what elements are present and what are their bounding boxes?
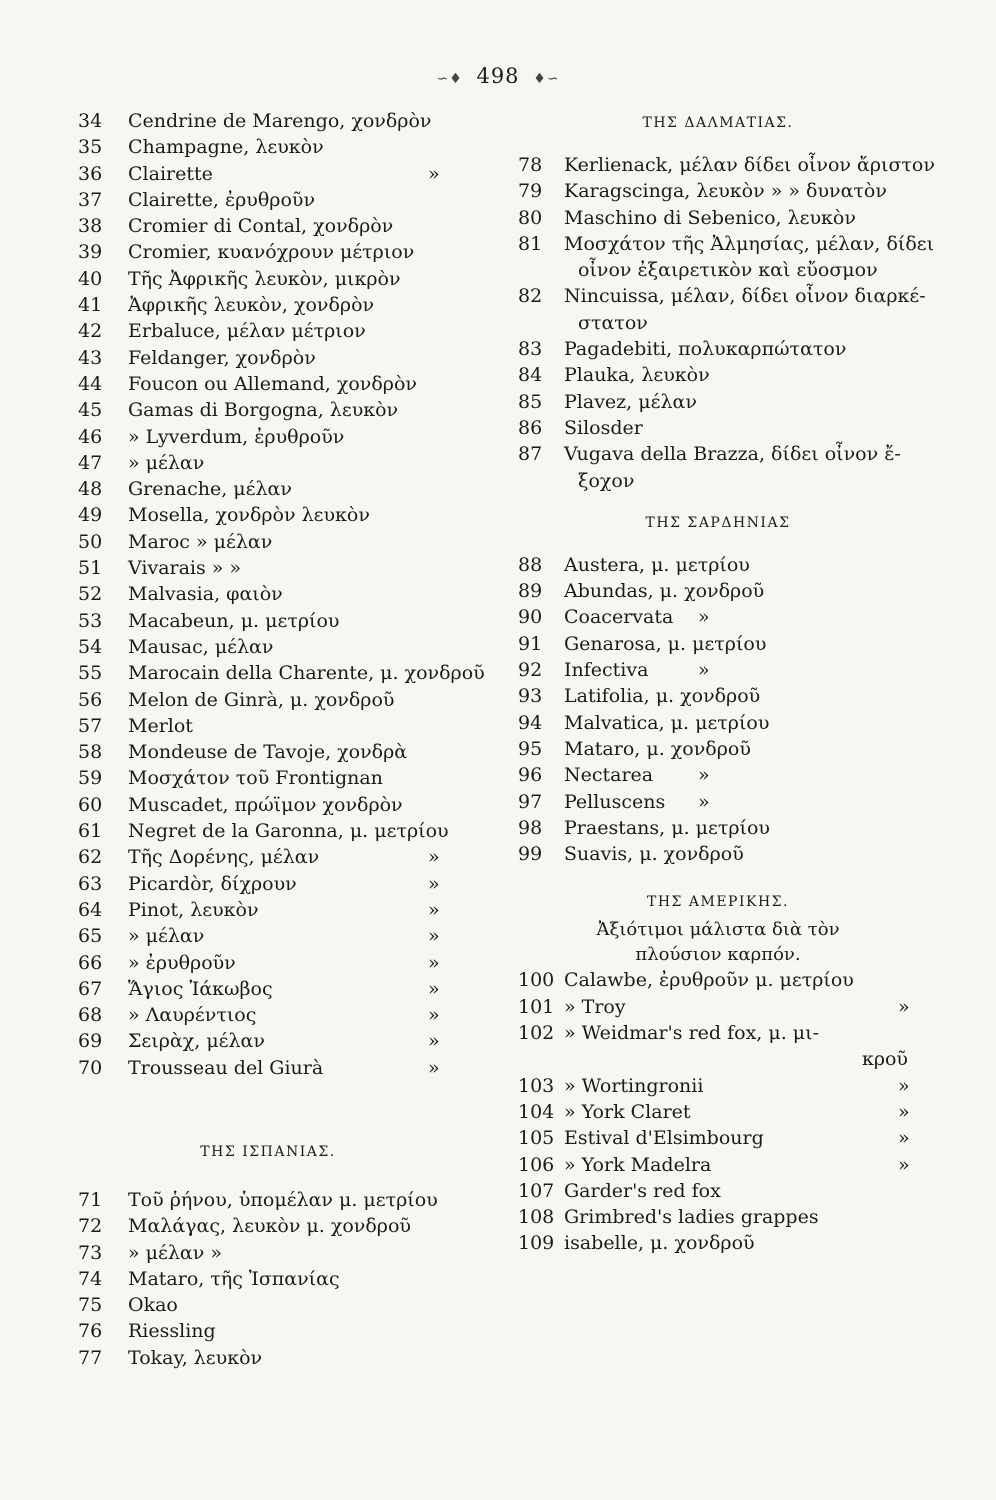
ditto-mark: » xyxy=(428,1004,440,1027)
entry-number: 85 xyxy=(518,390,543,413)
entry-number: 84 xyxy=(518,364,543,387)
list-item xyxy=(518,1230,918,1256)
entry-text: » ἐρυθροῦν xyxy=(128,951,236,974)
ditto-mark: » xyxy=(428,872,440,895)
ditto-mark: » xyxy=(698,790,710,813)
list-item xyxy=(78,1055,458,1081)
ornament-right-icon: ♦∽ xyxy=(533,71,560,87)
entry-text: Gamas di Borgogna, λευκὸν xyxy=(128,399,399,422)
entry-text: Nectarea xyxy=(564,764,654,787)
entry-text: Plavez, μέλαν xyxy=(564,390,697,413)
entry-number: 79 xyxy=(518,180,543,203)
list-item xyxy=(78,1345,458,1371)
list-item xyxy=(78,739,458,765)
entry-number: 63 xyxy=(78,872,103,895)
entry-text: Picardòr, δίχρουν xyxy=(128,872,297,895)
entry-text: Mausac, μέλαν xyxy=(128,635,274,658)
entry-number: 41 xyxy=(78,294,103,317)
entry-text: Kerlienack, μέλαν δίδει οἶνον ἄριστον xyxy=(564,154,935,176)
entry-text: Erbaluce, μέλαν μέτριον xyxy=(128,320,366,343)
list-item xyxy=(518,683,918,709)
entry-number: 75 xyxy=(78,1294,103,1317)
entry-text: » Wortingronii xyxy=(564,1074,704,1097)
ditto-mark: » xyxy=(698,764,710,787)
entry-text: Tokay, λευκὸν xyxy=(128,1346,263,1369)
list-item xyxy=(518,552,918,578)
entry-number: 91 xyxy=(518,632,543,655)
entry-text: Μοσχάτον τοῦ Frontignan xyxy=(128,767,383,790)
right-column xyxy=(518,108,935,1257)
entry-number: 90 xyxy=(518,606,543,629)
list-item xyxy=(78,1002,458,1028)
entry-text: Trousseau del Giurà xyxy=(128,1056,324,1079)
entry-text: Foucon ou Allemand, χονδρὸν xyxy=(128,372,417,395)
list-item xyxy=(78,397,458,423)
section-heading-sardinia: ΤΗΣ ΣΑΡΔΗΝΙΑΣ xyxy=(645,514,791,531)
entry-text: Mataro, μ. χονδροῦ xyxy=(564,737,751,760)
list-item xyxy=(518,657,918,683)
entry-number: 103 xyxy=(518,1074,555,1097)
ditto-mark: » xyxy=(428,898,440,921)
list-item xyxy=(78,634,458,660)
entry-number: 107 xyxy=(518,1179,555,1202)
entry-text: Muscadet, πρώϊμον χονδρὸν xyxy=(128,793,403,816)
list-item xyxy=(518,1178,918,1204)
entry-text: Riessling xyxy=(128,1320,216,1343)
entry-number: 50 xyxy=(78,530,103,553)
entry-text: Ἅγιος Ἰάκωβος xyxy=(128,977,273,1000)
entry-text: Suavis, μ. χονδροῦ xyxy=(564,843,744,866)
sardinia-entries xyxy=(518,552,918,868)
entry-number: 42 xyxy=(78,320,103,343)
entry-text: Maschino di Sebenico, λευκὸν xyxy=(564,206,856,229)
entry-text: Μοσχάτον τῆς Ἀλμησίας, μέλαν, δίδει xyxy=(564,232,935,255)
entry-text: Σειρὰχ, μέλαν xyxy=(128,1030,265,1053)
entry-text: Pagadebiti, πολυκαρπώτατον xyxy=(564,338,847,361)
list-item xyxy=(518,389,918,415)
entry-number: 36 xyxy=(78,162,103,185)
entry-number: 71 xyxy=(78,1188,103,1211)
entry-number: 62 xyxy=(78,846,103,869)
entry-text: Merlot xyxy=(128,714,193,737)
entry-text: Τοῦ ῥήνου, ὑπομέλαν μ. μετρίου xyxy=(128,1188,438,1211)
list-item xyxy=(78,187,458,213)
list-item xyxy=(518,1073,918,1099)
ornament-left-icon: ∽♦ xyxy=(436,71,463,87)
list-item xyxy=(78,239,458,265)
list-item xyxy=(78,1240,458,1266)
list-item xyxy=(518,604,918,630)
entry-number: 95 xyxy=(518,737,543,760)
america-note-line-2: πλούσιον καρπόν. xyxy=(635,944,801,966)
entry-number: 78 xyxy=(518,154,543,176)
entry-text: Pelluscens xyxy=(564,790,666,813)
list-item xyxy=(78,871,458,897)
list-item xyxy=(78,345,458,371)
entry-number: 109 xyxy=(518,1232,555,1255)
list-item xyxy=(78,608,458,634)
list-item xyxy=(78,844,458,870)
entry-text: Clairette, ἐρυθροῦν xyxy=(128,188,316,211)
list-item xyxy=(518,283,926,309)
list-item xyxy=(78,292,458,318)
entry-number: 45 xyxy=(78,399,103,422)
list-item xyxy=(518,815,918,841)
list-item xyxy=(78,818,458,844)
list-item xyxy=(518,841,918,867)
list-item xyxy=(518,1020,918,1046)
entry-text: Estival d'Elsimbourg xyxy=(564,1127,764,1150)
entry-text: Marocain della Charente, μ. χονδροῦ xyxy=(128,662,485,685)
entry-text: Cromier di Contal, χονδρὸν xyxy=(128,215,394,238)
entry-text: Cromier, κυανόχρουν μέτριον xyxy=(128,241,415,264)
entry-number: 34 xyxy=(78,110,103,132)
entry-number: 57 xyxy=(78,714,103,737)
entry-text: Malvatica, μ. μετρίου xyxy=(564,711,770,734)
entry-number: 94 xyxy=(518,711,543,734)
entry-number: 82 xyxy=(518,285,543,308)
list-item xyxy=(518,1125,918,1151)
list-item xyxy=(78,318,458,344)
list-item xyxy=(518,1099,918,1125)
list-item xyxy=(78,897,458,923)
entry-number: 86 xyxy=(518,416,543,439)
entry-text: Infectiva xyxy=(564,659,649,682)
left-entries-a xyxy=(78,108,485,1081)
entry-text: » Troy xyxy=(564,995,626,1018)
entry-number: 80 xyxy=(518,206,543,229)
entry-text: Pinot, λευκὸν xyxy=(128,898,259,921)
list-item xyxy=(518,415,918,441)
ditto-mark: » xyxy=(898,1153,910,1176)
america-note-line-1: Ἀξιότιμοι μάλιστα διὰ τὸν xyxy=(596,919,840,941)
entry-text: Cendrine de Marengo, χονδρὸν xyxy=(128,110,432,132)
list-item xyxy=(518,736,918,762)
entry-text: Praestans, μ. μετρίου xyxy=(564,816,770,839)
list-item xyxy=(78,660,485,686)
list-item xyxy=(78,450,458,476)
entry-text: Abundas, μ. χονδροῦ xyxy=(564,580,765,603)
list-item xyxy=(78,923,458,949)
list-item xyxy=(518,205,918,231)
entry-number: 88 xyxy=(518,553,543,576)
list-item xyxy=(518,468,918,494)
entry-text: Clairette xyxy=(128,162,213,185)
entry-number: 39 xyxy=(78,241,103,264)
list-item xyxy=(78,213,458,239)
entry-text: Vivarais » » xyxy=(128,557,242,580)
list-item xyxy=(518,1152,918,1178)
entry-text: » Weidmar's red fox, μ. μι- xyxy=(564,1022,820,1045)
entry-number: 77 xyxy=(78,1346,103,1369)
ditto-mark: » xyxy=(898,995,910,1018)
entry-number: 56 xyxy=(78,688,103,711)
entry-number: 37 xyxy=(78,188,103,211)
entry-number: 52 xyxy=(78,583,103,606)
page-header xyxy=(0,64,996,88)
entry-number: 81 xyxy=(518,232,543,255)
page-number: 498 xyxy=(476,64,520,88)
list-item xyxy=(78,581,458,607)
entry-number: 60 xyxy=(78,793,103,816)
entry-text: Macabeun, μ. μετρίου xyxy=(128,609,340,632)
entry-number: 106 xyxy=(518,1153,555,1176)
entry-text: Negret de la Garonna, μ. μετρίου xyxy=(128,820,449,843)
entry-text: Μαλάγας, λευκὸν μ. χονδροῦ xyxy=(128,1215,411,1238)
entry-text: Calawbe, ἐρυθροῦν μ. μετρίου xyxy=(564,969,854,992)
entry-number: 53 xyxy=(78,609,103,632)
ditto-mark: » xyxy=(898,1127,910,1150)
list-item xyxy=(518,362,918,388)
entry-text: Latifolia, μ. χονδροῦ xyxy=(564,685,761,708)
entry-number: 51 xyxy=(78,557,103,580)
entry-text: Austera, μ. μετρίου xyxy=(564,553,750,576)
ditto-mark: » xyxy=(428,1056,440,1079)
entry-number: 87 xyxy=(518,443,543,466)
entry-number: 61 xyxy=(78,820,103,843)
ditto-mark: » xyxy=(898,1074,910,1097)
list-item xyxy=(518,789,918,815)
entry-text: Okao xyxy=(128,1294,178,1317)
list-item xyxy=(78,134,458,160)
entry-number: 66 xyxy=(78,951,103,974)
entry-number: 65 xyxy=(78,925,103,948)
entry-number: 93 xyxy=(518,685,543,708)
list-item xyxy=(518,1046,918,1072)
entry-number: 92 xyxy=(518,659,543,682)
list-item xyxy=(78,792,458,818)
ditto-mark: » xyxy=(698,606,710,629)
list-item xyxy=(78,108,458,134)
ditto-mark: » xyxy=(428,1030,440,1053)
entry-number: 67 xyxy=(78,977,103,1000)
entry-number: 44 xyxy=(78,372,103,395)
entry-text: Maroc » μέλαν xyxy=(128,530,273,553)
list-item xyxy=(518,578,918,604)
list-item xyxy=(78,476,458,502)
list-item xyxy=(518,967,918,993)
list-item xyxy=(78,1187,458,1213)
list-item xyxy=(518,336,918,362)
list-item xyxy=(78,1266,458,1292)
list-item xyxy=(78,1292,458,1318)
entry-number: 96 xyxy=(518,764,543,787)
entry-text: Nincuissa, μέλαν, δίδει οἶνον διαρκέ- xyxy=(564,285,926,308)
entry-text: » μέλαν » xyxy=(128,1241,222,1264)
list-item xyxy=(78,950,458,976)
entry-number: 35 xyxy=(78,136,103,159)
dalmatia-entries xyxy=(518,152,935,494)
left-column xyxy=(78,108,485,1371)
entry-number: 59 xyxy=(78,767,103,790)
entry-text: Garder's red fox xyxy=(564,1179,721,1202)
entry-number: 69 xyxy=(78,1030,103,1053)
entry-number: 48 xyxy=(78,478,103,501)
list-item xyxy=(518,152,935,178)
list-item xyxy=(78,687,458,713)
section-heading-spain: ΤΗΣ ΙΣΠΑΝΙΑΣ. xyxy=(200,1143,336,1160)
entry-number: 73 xyxy=(78,1241,103,1264)
entry-number: 72 xyxy=(78,1215,103,1238)
ditto-mark: » xyxy=(898,1100,910,1123)
entry-number: 40 xyxy=(78,267,103,290)
entry-text: isabelle, μ. χονδροῦ xyxy=(564,1232,755,1255)
list-item xyxy=(518,178,918,204)
list-item xyxy=(78,502,458,528)
list-item xyxy=(78,266,458,292)
entry-text: » York Claret xyxy=(564,1100,691,1123)
entry-text: κροῦ xyxy=(861,1048,908,1071)
entry-number: 83 xyxy=(518,338,543,361)
entry-text: » μέλαν xyxy=(128,451,205,474)
entry-text: στατον xyxy=(578,311,648,334)
entry-text: » μέλαν xyxy=(128,925,205,948)
ditto-mark: » xyxy=(428,977,440,1000)
ditto-mark: » xyxy=(698,659,710,682)
list-item xyxy=(78,765,458,791)
ditto-mark: » xyxy=(428,846,440,869)
entry-number: 97 xyxy=(518,790,543,813)
entry-number: 64 xyxy=(78,898,103,921)
entry-text: » York Madelra xyxy=(564,1153,712,1176)
entry-text: Grenache, μέλαν xyxy=(128,478,292,501)
entry-number: 68 xyxy=(78,1004,103,1027)
list-item xyxy=(78,371,458,397)
entry-text: Plauka, λευκὸν xyxy=(564,364,710,387)
entry-text: Melon de Ginrà, μ. χονδροῦ xyxy=(128,688,395,711)
entry-number: 99 xyxy=(518,843,543,866)
list-item xyxy=(78,976,458,1002)
entry-number: 105 xyxy=(518,1127,555,1150)
entry-text: Grimbred's ladies grappes xyxy=(564,1206,819,1229)
list-item xyxy=(518,231,935,257)
entry-text: ξοχον xyxy=(578,469,635,492)
entry-text: Malvasia, φαιὸν xyxy=(128,583,283,606)
entry-number: 104 xyxy=(518,1100,555,1123)
entry-number: 101 xyxy=(518,995,555,1018)
list-item xyxy=(78,1213,458,1239)
list-item xyxy=(78,529,458,555)
entry-number: 38 xyxy=(78,215,103,238)
list-item xyxy=(518,994,918,1020)
entry-text: » Lyverdum, ἐρυθροῦν xyxy=(128,425,345,448)
entry-number: 76 xyxy=(78,1320,103,1343)
entry-text: Silosder xyxy=(564,416,643,439)
entry-number: 49 xyxy=(78,504,103,527)
entry-number: 58 xyxy=(78,741,103,764)
list-item xyxy=(78,1028,458,1054)
entry-number: 70 xyxy=(78,1056,103,1079)
list-item xyxy=(518,631,918,657)
entry-text: Mondeuse de Tavoje, χονδρὰ xyxy=(128,741,408,764)
entry-text: Ἀφρικῆς λευκὸν, χονδρὸν xyxy=(128,294,375,317)
entry-text: Mosella, χονδρὸν λευκὸν xyxy=(128,504,370,527)
ditto-mark: » xyxy=(428,951,440,974)
entry-text: Genarosa, μ. μετρίου xyxy=(564,632,767,655)
list-item xyxy=(518,257,918,283)
list-item xyxy=(518,710,918,736)
list-item xyxy=(78,424,458,450)
section-heading-dalmatia: ΤΗΣ ΔΑΛΜΑΤΙΑΣ. xyxy=(642,115,794,131)
list-item xyxy=(518,310,918,336)
entry-text: Mataro, τῆς Ἰσπανίας xyxy=(128,1267,340,1290)
entry-text: Τῆς Δορένης, μέλαν xyxy=(128,846,320,869)
entry-text: Feldanger, χονδρὸν xyxy=(128,346,316,369)
list-item xyxy=(78,713,458,739)
entry-number: 108 xyxy=(518,1206,555,1229)
list-item xyxy=(518,762,918,788)
entry-text: οἶνον ἐξαιρετικὸν καὶ εὔοσμον xyxy=(578,259,878,282)
entry-number: 100 xyxy=(518,969,555,992)
america-entries xyxy=(518,967,918,1256)
left-entries-b xyxy=(78,1187,458,1371)
entry-text: Coacervata xyxy=(564,606,674,629)
entry-text: Karagscinga, λευκὸν » » δυνατὸν xyxy=(564,180,887,203)
ditto-mark: » xyxy=(428,925,440,948)
list-item xyxy=(518,441,918,467)
list-item xyxy=(78,161,458,187)
section-heading-america: ΤΗΣ ΑΜΕΡΙΚΗΣ. xyxy=(646,894,790,911)
entry-number: 43 xyxy=(78,346,103,369)
entry-number: 47 xyxy=(78,451,103,474)
entry-number: 89 xyxy=(518,580,543,603)
entry-number: 55 xyxy=(78,662,103,685)
entry-text: Τῆς Ἀφρικῆς λευκὸν, μικρὸν xyxy=(128,267,401,290)
entry-number: 74 xyxy=(78,1267,103,1290)
entry-number: 46 xyxy=(78,425,103,448)
list-item xyxy=(78,1318,458,1344)
entry-text: » Λαυρέντιος xyxy=(128,1004,257,1027)
entry-number: 98 xyxy=(518,816,543,839)
list-item xyxy=(518,1204,918,1230)
entry-number: 54 xyxy=(78,635,103,658)
ditto-mark: » xyxy=(428,162,440,185)
entry-text: Champagne, λευκὸν xyxy=(128,136,324,159)
entry-text: Vugava della Brazza, δίδει οἶνον ἔ- xyxy=(564,443,901,466)
entry-number: 102 xyxy=(518,1022,555,1045)
list-item xyxy=(78,555,458,581)
